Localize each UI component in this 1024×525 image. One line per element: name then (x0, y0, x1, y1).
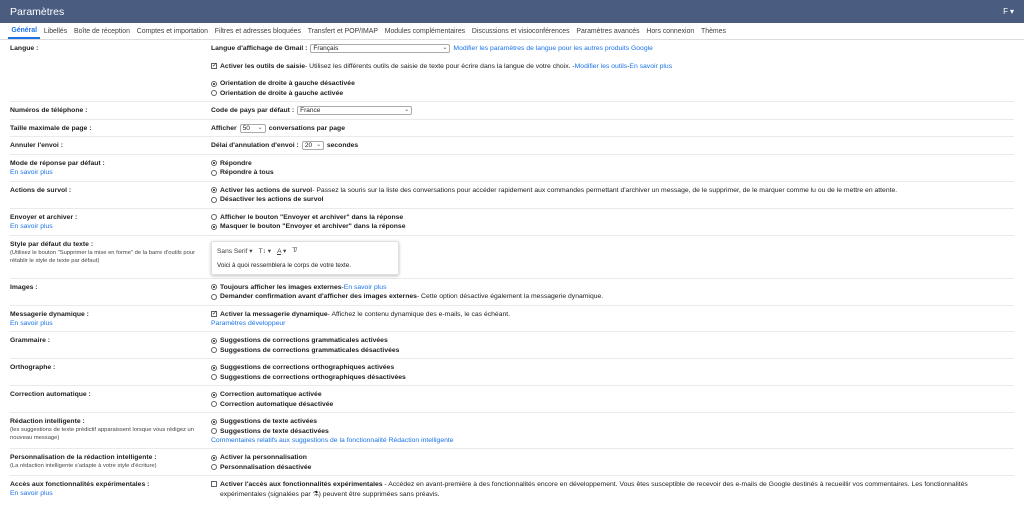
tab-offline[interactable]: Hors connexion (646, 27, 695, 35)
grammar-off-label: Suggestions de corrections grammaticales désactivées (220, 346, 400, 354)
chevron-down-icon: ⌄ (257, 124, 263, 131)
learn-more-link[interactable]: En savoir plus (10, 222, 53, 230)
font-value: Sans Serif (217, 247, 248, 255)
personalization-on-label: Activer la personnalisation (220, 454, 307, 461)
display-language-select[interactable] (310, 44, 450, 53)
settings-tabs (0, 23, 1024, 40)
hover-off-label: Désactiver les actions de survol (220, 196, 324, 203)
undo-delay-value: 20 (304, 142, 313, 149)
chevron-down-icon: ⌄ (442, 45, 448, 51)
setting-dynamic-email (10, 306, 1014, 333)
grammar-off-radio[interactable] (211, 347, 217, 353)
setting-page-size (10, 120, 1014, 138)
images-always-radio[interactable] (211, 284, 217, 290)
undo-delay-label: Délai d'annulation d'envoi : (211, 142, 299, 149)
autocorrect-off-label: Correction automatique désactivée (220, 400, 334, 408)
experimental-desc-end: ) peuvent être supprimées sans préavis. (318, 490, 440, 498)
experimental-label: Activer l'accès aux fonctionnalités expérimentales (220, 481, 383, 488)
tab-general[interactable]: Général (8, 23, 40, 39)
modify-tools-link[interactable]: Modifier les outils (574, 62, 628, 70)
personalization-off-label: Personnalisation désactivée (220, 463, 312, 471)
dynamic-email-desc: - Affichez le contenu dynamique des e-mails, le cas échéant. (327, 310, 511, 318)
font-size-icon: T↕ (258, 247, 266, 255)
header-bar (0, 0, 1024, 23)
setting-experimental (10, 476, 1014, 502)
page-size-select[interactable] (240, 124, 266, 133)
setting-label: Taille maximale de page : (10, 124, 92, 132)
setting-label: Numéros de téléphone : (10, 107, 88, 114)
tab-themes[interactable]: Thèmes (701, 27, 726, 35)
dynamic-email-label: Activer la messagerie dynamique (220, 310, 328, 318)
setting-label: Envoyer et archiver : (10, 213, 78, 221)
lang-badge: F (1003, 7, 1008, 16)
text-color-button[interactable] (277, 247, 286, 255)
personalization-off-radio[interactable] (211, 464, 217, 470)
reply-radio[interactable] (211, 160, 217, 166)
setting-label: Mode de réponse par défaut : (10, 159, 105, 167)
spelling-on-label: Suggestions de corrections orthographiques activées (220, 364, 395, 371)
smart-compose-on-label: Suggestions de texte activées (220, 418, 318, 425)
reply-all-label: Répondre à tous (220, 169, 274, 176)
learn-more-link[interactable]: En savoir plus (10, 168, 53, 176)
setting-label: Correction automatique : (10, 391, 91, 398)
autocorrect-off-radio[interactable] (211, 401, 217, 407)
setting-autocorrect (10, 386, 1014, 413)
tab-addons[interactable]: Modules complémentaires (384, 27, 466, 35)
reply-all-radio[interactable] (211, 170, 217, 176)
spelling-off-radio[interactable] (211, 374, 217, 380)
images-ask-desc: - Cette option désactive également la messagerie dynamique. (416, 293, 604, 300)
setting-label: Annuler l'envoi : (10, 142, 63, 149)
flask-icon: ⚗ (312, 490, 319, 498)
tab-labels[interactable]: Libellés (43, 27, 68, 35)
learn-more-link[interactable]: En savoir plus (10, 490, 53, 497)
setting-label: Accès aux fonctionnalités expérimentales : (10, 481, 150, 488)
setting-hover-actions (10, 182, 1014, 209)
setting-label: Langue : (10, 45, 39, 52)
rtl-on-radio[interactable] (211, 90, 217, 96)
input-tools-label: Activer les outils de saisie (220, 62, 306, 70)
developer-settings-link[interactable]: Paramètres développeur (211, 320, 286, 327)
experimental-desc: - Accédez en avant-première à des fonctionnalités encore en développement. Vous êtes susceptible de recevoir des e-mails de Google destinés à recueillir vos commentaires. Les fonctionnalités expérimentales (signalées par (220, 481, 968, 498)
hover-on-label: Activer les actions de survol (220, 186, 313, 194)
separator: - (341, 283, 344, 291)
spelling-off-label: Suggestions de corrections orthographiques désactivées (220, 373, 406, 381)
country-code-value: France (300, 107, 321, 114)
setting-smart-compose (10, 413, 1014, 449)
setting-label: Rédaction intelligente : (10, 418, 85, 425)
hide-send-archive-label: Masquer le bouton "Envoyer et archiver" dans la réponse (220, 223, 406, 230)
setting-grammar (10, 332, 1014, 359)
autocorrect-on-label: Correction automatique activée (220, 391, 322, 398)
smart-compose-off-label: Suggestions de texte désactivées (220, 427, 329, 435)
hover-on-desc: - Passez la souris sur la liste des conversations pour accéder rapidement aux commandes permettant d'archiver un message, de le supprimer, de le marquer comme lu ou de le mettre en attente. (312, 186, 898, 194)
input-tools-checkbox[interactable]: ✓ (212, 63, 218, 70)
tab-filters[interactable]: Filtres et adresses bloquées (214, 27, 301, 35)
dynamic-email-checkbox[interactable]: ✓ (212, 311, 218, 318)
setting-sublabel: (les suggestions de texte prédictif apparaissent lorsque vous rédigez un nouveau message) (10, 427, 194, 441)
images-always-label: Toujours afficher les images externes (220, 283, 342, 291)
grammar-on-label: Suggestions de corrections grammaticales activées (220, 337, 388, 344)
setting-label: Style par défaut du texte : (10, 240, 94, 248)
tab-inbox[interactable]: Boîte de réception (74, 27, 130, 35)
smart-compose-on-radio[interactable] (211, 419, 217, 425)
rtl-on-label: Orientation de droite à gauche activée (220, 89, 344, 97)
chevron-down-icon: ▾ (249, 247, 253, 255)
chevron-down-icon: ⌄ (316, 142, 322, 148)
settings-list (0, 40, 1024, 502)
input-tools-desc: - Utilisez les différents outils de saisie de texte pour écrire dans la langue de votre choix. - (305, 62, 575, 70)
display-language-label: Langue d'affichage de Gmail : (211, 45, 308, 52)
remove-formatting-button[interactable] (292, 247, 296, 254)
page-size-value: 50 (242, 124, 250, 132)
setting-label: Personnalisation de la rédaction intelligente : (10, 454, 157, 461)
setting-sublabel: (La rédaction intelligente s'adapte à votre style d'écriture) (10, 463, 157, 469)
rtl-off-radio[interactable] (211, 81, 217, 87)
learn-more-link[interactable]: En savoir plus (343, 283, 387, 291)
setting-images (10, 279, 1014, 306)
text-color-icon: A (277, 247, 282, 255)
setting-send-archive (10, 209, 1014, 236)
autocorrect-on-radio[interactable] (211, 392, 217, 398)
chevron-down-icon: ▾ (282, 247, 287, 255)
text-preview: Voici à quoi ressemblera le corps de votre texte. (217, 261, 352, 269)
show-send-archive-radio[interactable] (211, 214, 217, 220)
learn-more-link[interactable]: En savoir plus (629, 62, 673, 70)
setting-label: Orthographe : (10, 364, 56, 371)
tab-forwarding[interactable]: Transfert et POP/IMAP (307, 27, 378, 35)
chevron-down-icon: ⌄ (404, 107, 410, 113)
setting-phone (10, 102, 1014, 120)
other-languages-link[interactable]: Modifier les paramètres de langue pour les autres produits Google (453, 45, 653, 53)
setting-undo-send (10, 137, 1014, 155)
hide-send-archive-radio[interactable] (211, 224, 217, 230)
page-title: Paramètres (10, 5, 65, 18)
font-select[interactable] (217, 247, 253, 255)
setting-label: Actions de survol : (10, 186, 72, 194)
images-ask-radio[interactable] (211, 294, 217, 300)
font-size-button[interactable] (259, 247, 271, 255)
grammar-on-radio[interactable] (211, 338, 217, 344)
undo-delay-suffix: secondes (326, 142, 359, 149)
show-label: Afficher (211, 124, 237, 132)
input-tools-menu[interactable] (1003, 7, 1014, 16)
personalization-on-radio[interactable] (211, 455, 217, 461)
setting-personalization (10, 449, 1014, 476)
setting-spelling (10, 359, 1014, 386)
spelling-on-radio[interactable] (211, 365, 217, 371)
text-style-editor (211, 241, 399, 275)
country-code-label: Code de pays par défaut : (211, 107, 295, 114)
setting-reply-mode (10, 155, 1014, 182)
setting-label: Messagerie dynamique : (10, 310, 89, 318)
hover-on-radio[interactable] (211, 187, 217, 193)
smart-compose-off-radio[interactable] (211, 428, 217, 434)
chevron-down-icon: ▾ (1009, 7, 1014, 16)
setting-language (10, 40, 1014, 102)
separator: - (627, 62, 630, 70)
chevron-down-icon: ▾ (267, 247, 272, 255)
remove-formatting-icon: T̸ (292, 247, 297, 254)
setting-label: Images : (10, 283, 38, 291)
experimental-checkbox[interactable] (211, 481, 217, 487)
smart-compose-feedback-link[interactable]: Commentaires relatifs aux suggestions de la fonctionnalité Rédaction intelligente (211, 437, 454, 444)
page-size-suffix: conversations par page (268, 124, 345, 132)
tab-advanced[interactable]: Paramètres avancés (576, 27, 640, 35)
format-toolbar (217, 246, 393, 256)
hover-off-radio[interactable] (211, 197, 217, 203)
tab-chat-meet[interactable]: Discussions et visioconférences (471, 27, 570, 35)
setting-label: Grammaire : (10, 337, 51, 344)
setting-sublabel: (Utilisez le bouton "Supprimer la mise en forme" de la barre d'outils pour rétablir le style de texte par défaut) (10, 249, 196, 264)
rtl-off-label: Orientation de droite à gauche désactivée (220, 80, 355, 87)
undo-delay-select[interactable] (302, 141, 324, 150)
learn-more-link[interactable]: En savoir plus (10, 319, 53, 327)
setting-text-style (10, 236, 1014, 279)
images-ask-label: Demander confirmation avant d'afficher des images externes (220, 293, 417, 300)
display-language-value: Français (313, 45, 339, 52)
tab-accounts[interactable]: Comptes et importation (136, 27, 208, 35)
show-send-archive-label: Afficher le bouton "Envoyer et archiver" dans la réponse (220, 213, 404, 221)
reply-label: Répondre (220, 159, 252, 167)
country-code-select[interactable] (297, 106, 412, 115)
